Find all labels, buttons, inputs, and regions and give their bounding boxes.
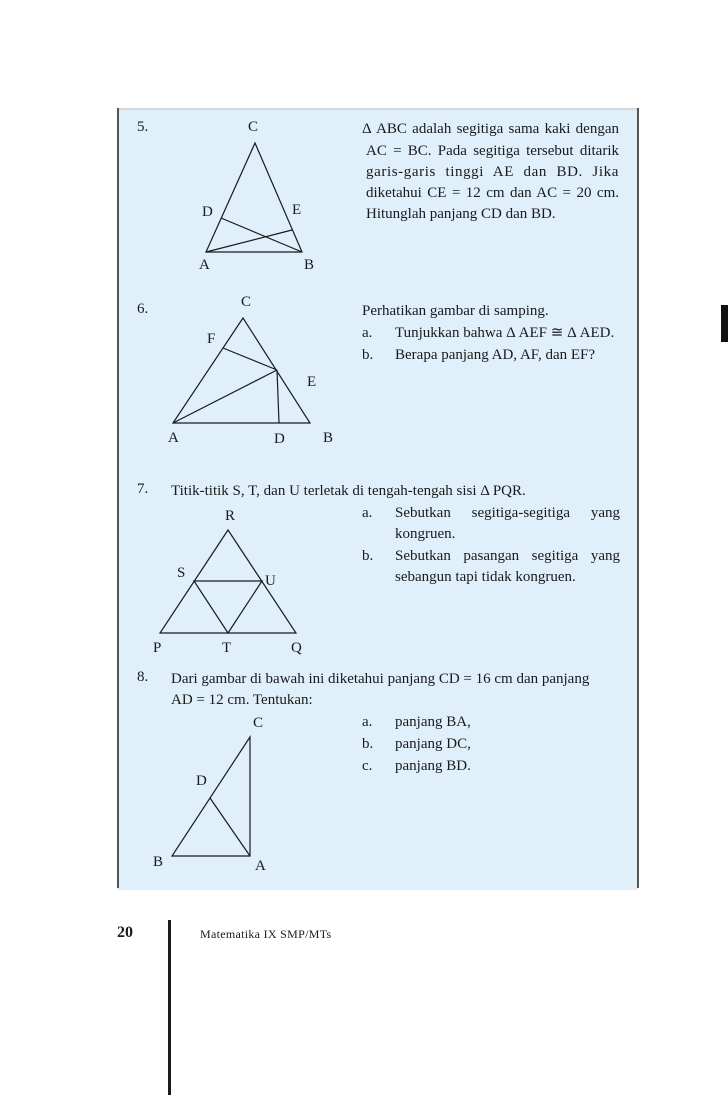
vertex-label-d: D <box>196 773 207 789</box>
figure-problem-8 <box>172 737 250 856</box>
problem-6-item-a <box>362 323 622 345</box>
vertex-label-b: B <box>153 854 164 870</box>
item-marker: a. <box>362 325 373 341</box>
problem-6-item-b <box>362 345 622 367</box>
vertex-label-a: A <box>255 858 266 874</box>
vertex-label-s: S <box>177 565 186 581</box>
item-text-line-1: Sebutkan segitiga-segitiga yang <box>395 505 620 521</box>
problem-5-line-4: diketahui CE = 12 cm dan AC = 20 cm. <box>366 185 619 201</box>
problem-8-item-c <box>362 756 562 778</box>
vertex-label-u: U <box>265 573 276 589</box>
figure-problem-6 <box>173 318 310 423</box>
altitude-ae-5 <box>206 230 292 252</box>
problem-8-intro-line-1: Dari gambar di bawah ini diketahui panjang CD = 16 cm dan panjang <box>171 671 590 687</box>
item-marker: c. <box>362 758 373 774</box>
vertex-label-c: C <box>253 715 264 731</box>
vertex-label-b: B <box>304 257 315 273</box>
vertex-label-e: E <box>307 374 317 390</box>
problem-6-number: 6. <box>137 301 149 317</box>
page-number: 20 <box>117 924 133 941</box>
segment-ae-6 <box>173 370 277 423</box>
vertex-label-q: Q <box>291 640 302 656</box>
problem-7-item-a <box>362 503 620 547</box>
item-text: panjang DC, <box>395 736 471 752</box>
problem-8-intro-line-2: AD = 12 cm. Tentukan: <box>171 692 313 708</box>
problem-7-number: 7. <box>137 481 149 497</box>
item-text: panjang BA, <box>395 714 471 730</box>
triangle-abc-5 <box>206 143 302 252</box>
segment-ad-8 <box>210 798 250 856</box>
problem-7-item-b <box>362 546 620 590</box>
triangle-abc-6 <box>173 318 310 423</box>
vertex-label-e: E <box>292 202 302 218</box>
item-text: panjang BD. <box>395 758 471 774</box>
item-text: Tunjukkan bahwa Δ AEF ≅ Δ AED. <box>395 325 615 341</box>
item-text-line-2: kongruen. <box>395 526 456 542</box>
vertex-label-d: D <box>274 431 285 447</box>
vertex-label-t: T <box>222 640 232 656</box>
item-text-line-2: sebangun tapi tidak kongruen. <box>395 569 576 585</box>
segment-ed-6 <box>277 370 279 423</box>
problem-7-intro: Titik-titik S, T, dan U terletak di tengah-tengah sisi Δ PQR. <box>171 483 526 499</box>
vertex-label-a: A <box>199 257 210 273</box>
vertex-label-d: D <box>202 204 213 220</box>
item-marker: a. <box>362 714 373 730</box>
medial-triangle-stu-7 <box>194 581 262 633</box>
problem-5-line-5: Hitunglah panjang CD dan BD. <box>366 206 556 222</box>
problem-6-intro: Perhatikan gambar di samping. <box>362 303 549 319</box>
problem-8-item-a <box>362 712 562 734</box>
item-marker: b. <box>362 548 374 564</box>
problem-8-number: 8. <box>137 669 149 685</box>
problem-8-item-b <box>362 734 562 756</box>
problem-5-line-1: Δ ABC adalah segitiga sama kaki dengan <box>362 121 619 137</box>
book-title: Matematika IX SMP/MTs <box>200 927 332 941</box>
item-text-line-1: Sebutkan pasangan segitiga yang <box>395 548 620 564</box>
vertex-label-a: A <box>168 430 179 446</box>
problem-5-number: 5. <box>137 119 149 135</box>
vertex-label-f: F <box>207 331 216 347</box>
vertex-label-c: C <box>248 119 259 135</box>
item-text: Berapa panjang AD, AF, dan EF? <box>395 347 596 363</box>
footer-divider <box>168 920 171 1095</box>
problem-5-line-2: AC = BC. Pada segitiga tersebut ditarik <box>366 143 619 159</box>
vertex-label-p: P <box>153 640 162 656</box>
figure-problem-5 <box>206 143 302 252</box>
vertex-label-b: B <box>323 430 334 446</box>
vertex-label-c: C <box>241 294 252 310</box>
problem-5-line-3: garis-garis tinggi AE dan BD. Jika <box>366 164 619 180</box>
item-marker: a. <box>362 505 373 521</box>
vertex-label-r: R <box>225 508 236 524</box>
item-marker: b. <box>362 347 374 363</box>
item-marker: b. <box>362 736 374 752</box>
